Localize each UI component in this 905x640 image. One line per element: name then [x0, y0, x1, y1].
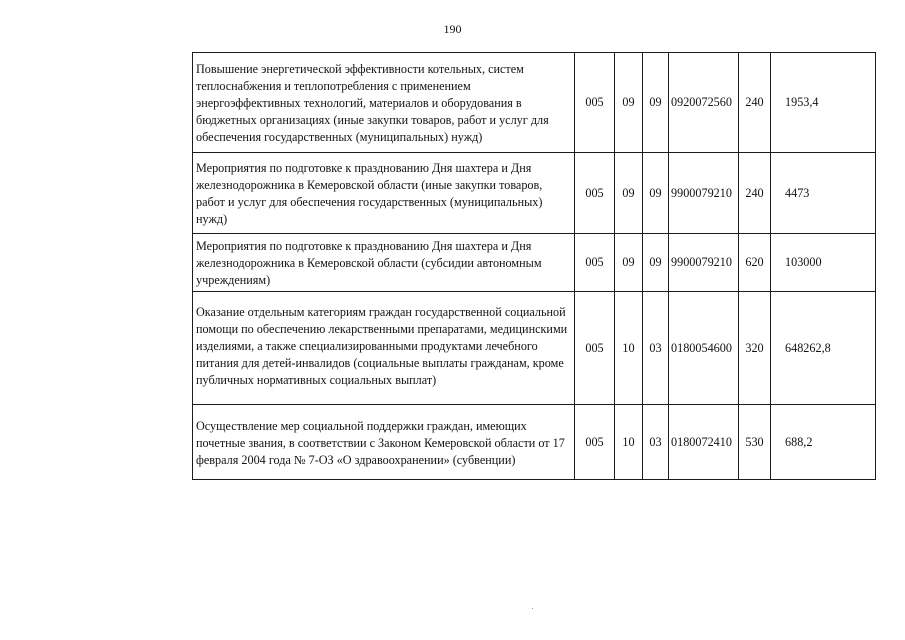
amount-value: 648262,8 [771, 292, 876, 405]
expense-type-code: 320 [739, 292, 771, 405]
row-description: Осуществление мер социальной поддержки граждан, имеющих почетные звания, в соответствии с Законом Кемеровской области от 17 февраля 2004 года № 7-ОЗ «О здравоохранении» (субвенции) [193, 405, 575, 480]
subsection-code: 09 [643, 234, 669, 292]
target-article-code: 0180054600 [669, 292, 739, 405]
table-row [193, 53, 876, 153]
ministry-code: 005 [575, 292, 615, 405]
row-description: Оказание отдельным категориям граждан государственной социальной помощи по обеспечению лекарственными препаратами, медицинскими изделиями, а также специализированными продуктами лечебного питания для детей-инвалидов (социальные выплаты гражданам, кроме публичных нормативных социальных выплат) [193, 292, 575, 405]
table-row [193, 234, 876, 292]
expense-type-code: 620 [739, 234, 771, 292]
table-row [193, 153, 876, 234]
table-row [193, 405, 876, 480]
ministry-code: 005 [575, 153, 615, 234]
budget-table [192, 52, 876, 480]
expense-type-code: 240 [739, 53, 771, 153]
target-article-code: 9900079210 [669, 153, 739, 234]
subsection-code: 09 [643, 153, 669, 234]
page-number: 190 [443, 22, 462, 36]
section-code: 09 [615, 153, 643, 234]
row-description: Мероприятия по подготовке к празднованию Дня шахтера и Дня железнодорожника в Кемеровской области (субсидии автономным учреждениям) [193, 234, 575, 292]
scan-speck [532, 608, 533, 609]
subsection-code: 03 [643, 292, 669, 405]
target-article-code: 0920072560 [669, 53, 739, 153]
expense-type-code: 240 [739, 153, 771, 234]
target-article-code: 0180072410 [669, 405, 739, 480]
ministry-code: 005 [575, 405, 615, 480]
ministry-code: 005 [575, 234, 615, 292]
section-code: 10 [615, 292, 643, 405]
row-description: Мероприятия по подготовке к празднованию Дня шахтера и Дня железнодорожника в Кемеровской области (иные закупки товаров, работ и услуг для обеспечения государственных (муниципальных) нужд) [193, 153, 575, 234]
section-code: 09 [615, 53, 643, 153]
row-description: Повышение энергетической эффективности котельных, систем теплоснабжения и теплопотребления с применением энергоэффективных технологий, материалов и оборудования в бюджетных организациях (иные закупки товаров, работ и услуг для обеспечения государственных (муниципальных) нужд) [193, 53, 575, 153]
ministry-code: 005 [575, 53, 615, 153]
target-article-code: 9900079210 [669, 234, 739, 292]
amount-value: 4473 [771, 153, 876, 234]
expense-type-code: 530 [739, 405, 771, 480]
amount-value: 103000 [771, 234, 876, 292]
section-code: 09 [615, 234, 643, 292]
subsection-code: 09 [643, 53, 669, 153]
subsection-code: 03 [643, 405, 669, 480]
table-row [193, 292, 876, 405]
amount-value: 1953,4 [771, 53, 876, 153]
section-code: 10 [615, 405, 643, 480]
amount-value: 688,2 [771, 405, 876, 480]
